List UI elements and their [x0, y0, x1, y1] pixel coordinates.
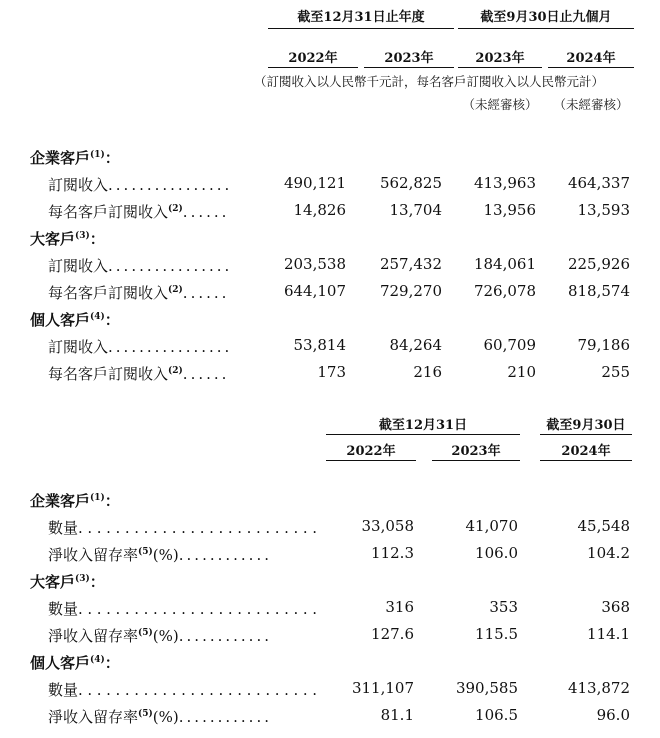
table-cell: 413,872 [567, 679, 630, 697]
table-cell: 311,107 [351, 679, 414, 697]
footnote-marker: (2) [168, 204, 183, 214]
table-cell: 114.1 [587, 625, 630, 643]
footnote-marker: (1) [90, 493, 105, 503]
leader-dots: .......................... [78, 600, 322, 618]
table-cell: 53,814 [293, 336, 346, 354]
leader-dots: .......................... [78, 519, 322, 537]
table-cell: 127.6 [371, 625, 414, 643]
table-cell: 216 [413, 363, 442, 381]
table-cell: 562,825 [379, 174, 442, 192]
table-cell: 726,078 [473, 282, 536, 300]
row-label: 訂閱收入................ [48, 338, 233, 356]
table-cell: 316 [385, 598, 414, 616]
table-cell: 210 [507, 363, 536, 381]
group-rule [458, 28, 634, 29]
table-cell: 729,270 [379, 282, 442, 300]
row-label: 數量.......................... [48, 600, 322, 618]
column-rule [268, 67, 358, 68]
table-cell: 203,538 [283, 255, 346, 273]
footnote-marker: (4) [90, 312, 105, 322]
group-header-as-of-dec: 截至12月31日 [378, 418, 468, 433]
unit-note: （訂閱收入以人民幣千元計，每名客戶訂閱收入以人民幣元計） [254, 74, 605, 89]
footnote-marker: (3) [75, 574, 90, 584]
row-label: 數量.......................... [48, 681, 322, 699]
row-label: 訂閱收入................ [48, 176, 233, 194]
column-header: 2022年 [288, 51, 338, 66]
table-cell: 106.0 [475, 544, 518, 562]
table-cell: 14,826 [293, 201, 346, 219]
table-cell: 464,337 [567, 174, 630, 192]
column-rule [364, 67, 454, 68]
group-rule [326, 434, 520, 435]
table-cell: 257,432 [379, 255, 442, 273]
footnote-marker: (4) [90, 655, 105, 665]
group-header-year-ended: 截至12月31日止年度 [297, 10, 425, 25]
table-cell: 81.1 [380, 706, 414, 724]
leader-dots: .......................... [78, 681, 322, 699]
leader-dots: ................ [108, 257, 233, 275]
group-rule [268, 28, 454, 29]
footnote-marker: (5) [138, 547, 153, 557]
group-header-nine-months: 截至9月30日止九個月 [480, 10, 612, 25]
footnote-marker: (2) [168, 366, 183, 376]
footnote-marker: (2) [168, 285, 183, 295]
footnote-marker: (5) [138, 709, 153, 719]
column-header: 2024年 [561, 444, 611, 459]
leader-dots: ................ [108, 176, 233, 194]
table-cell: 115.5 [475, 625, 518, 643]
leader-dots: ............ [178, 546, 272, 564]
table-cell: 41,070 [465, 517, 518, 535]
table-cell: 225,926 [567, 255, 630, 273]
column-header: 2023年 [384, 51, 434, 66]
leader-dots: ............ [178, 708, 272, 726]
column-rule [540, 460, 632, 461]
row-label: 淨收入留存率$^{(5)}$(%)............ [48, 708, 272, 726]
section-title: 個人客戶$^{(4)}$： [30, 654, 120, 672]
column-header: 2023年 [451, 444, 501, 459]
leader-dots: ...... [182, 284, 230, 302]
column-rule [432, 460, 520, 461]
unaudited-note: （未經審核） [462, 97, 538, 112]
row-label: 每名客戶訂閱收入$^{(2)}$...... [48, 203, 230, 221]
table-cell: 79,186 [577, 336, 630, 354]
section-title: 企業客戶$^{(1)}$： [30, 492, 120, 510]
leader-dots: ...... [182, 365, 230, 383]
footnote-marker: (5) [138, 628, 153, 638]
table-cell: 390,585 [455, 679, 518, 697]
row-label: 數量.......................... [48, 519, 322, 537]
column-header: 2022年 [346, 444, 396, 459]
leader-dots: ................ [108, 338, 233, 356]
table-cell: 106.5 [475, 706, 518, 724]
table-cell: 96.0 [596, 706, 630, 724]
table-cell: 112.3 [371, 544, 414, 562]
table-cell: 255 [601, 363, 630, 381]
section-title: 大客戶$^{(3)}$： [30, 230, 105, 248]
leader-dots: ............ [178, 627, 272, 645]
footnote-marker: (1) [90, 150, 105, 160]
unaudited-note: （未經審核） [553, 97, 629, 112]
table-cell: 818,574 [567, 282, 630, 300]
table-cell: 60,709 [483, 336, 536, 354]
section-title: 大客戶$^{(3)}$： [30, 573, 105, 591]
table-cell: 353 [489, 598, 518, 616]
group-rule [540, 434, 632, 435]
table-cell: 84,264 [389, 336, 442, 354]
column-rule [458, 67, 542, 68]
row-label: 淨收入留存率$^{(5)}$(%)............ [48, 546, 272, 564]
table-cell: 368 [601, 598, 630, 616]
column-header: 2024年 [566, 51, 616, 66]
section-title: 個人客戶$^{(4)}$： [30, 311, 120, 329]
column-rule [548, 67, 634, 68]
table-cell: 13,593 [577, 201, 630, 219]
group-header-as-of-sep: 截至9月30日 [546, 418, 626, 433]
table-cell: 13,956 [483, 201, 536, 219]
row-label: 每名客戶訂閱收入$^{(2)}$...... [48, 284, 230, 302]
table-cell: 13,704 [389, 201, 442, 219]
table-cell: 413,963 [473, 174, 536, 192]
table-cell: 490,121 [283, 174, 346, 192]
table-cell: 644,107 [283, 282, 346, 300]
column-header: 2023年 [475, 51, 525, 66]
table-cell: 45,548 [577, 517, 630, 535]
table-cell: 173 [317, 363, 346, 381]
row-label: 訂閱收入................ [48, 257, 233, 275]
leader-dots: ...... [182, 203, 230, 221]
section-title: 企業客戶$^{(1)}$： [30, 149, 120, 167]
table-cell: 184,061 [473, 255, 536, 273]
column-rule [326, 460, 416, 461]
table-cell: 104.2 [587, 544, 630, 562]
table-cell: 33,058 [361, 517, 414, 535]
footnote-marker: (3) [75, 231, 90, 241]
row-label: 每名客戶訂閱收入$^{(2)}$...... [48, 365, 230, 383]
row-label: 淨收入留存率$^{(5)}$(%)............ [48, 627, 272, 645]
